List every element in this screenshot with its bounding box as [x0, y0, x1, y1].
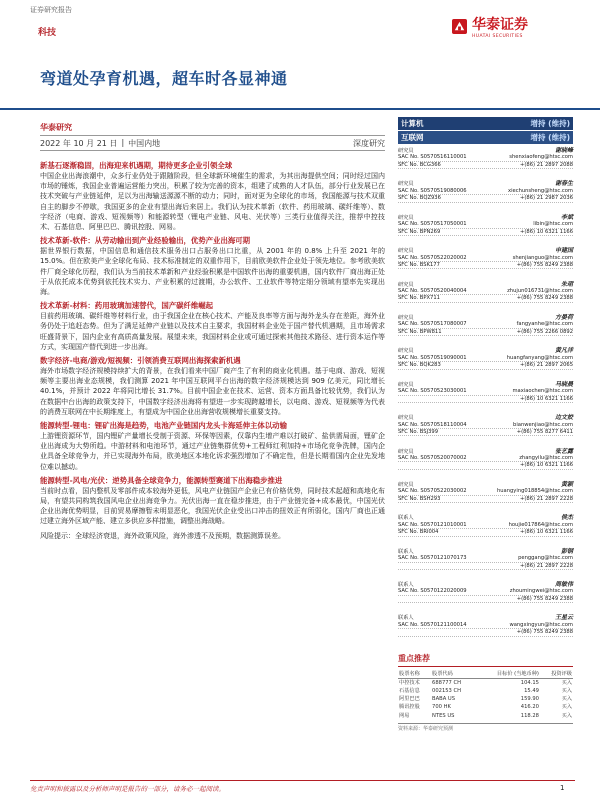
cell-stock-code: 700 HK: [432, 704, 451, 711]
cell-rating: 买入: [561, 704, 572, 711]
cell-stock-code: BABA US: [432, 696, 456, 703]
cell-rating: 买入: [561, 696, 572, 703]
analyst-sfc: SFC No. BPW811: [398, 328, 442, 335]
footer-note: 免责声明和披露以及分析师声明是报告的一部分，请务必一起阅读。: [30, 785, 225, 793]
analyst-tel: +(86) 755 8249 2388: [516, 595, 573, 602]
analyst-role: 研究员: [398, 248, 414, 255]
analyst-sfc: SFC No. BCG366: [398, 161, 441, 168]
analyst-sac: SAC No. S0570522020002: [398, 254, 467, 261]
analyst-name: 黄颖: [560, 480, 573, 488]
analyst-tel: +(86) 21 2897 2065: [520, 362, 573, 369]
analyst-role: 联系人: [398, 615, 414, 622]
analyst-email[interactable]: zhujun016731@htsc.com: [507, 287, 573, 294]
meta-org: 华泰研究: [40, 123, 72, 132]
section-2: [40, 236, 385, 297]
rating-box: [398, 117, 573, 144]
analyst-tel: +(86) 10 6321 1166: [520, 529, 573, 536]
analyst-card: [398, 348, 573, 381]
report-kind: 深度研究: [353, 139, 385, 148]
analyst-email[interactable]: shenxiaofeng@htsc.com: [509, 154, 573, 161]
col-target-price: 目标价 (当地币种): [476, 669, 540, 679]
section-body: 海外市场数字经济规模持续扩大的背景，在我们看来中国厂商产生了有利的商业化机遇。基于电商、游戏、短视频等主要出海业态规模，我们测算 2021 年中国互联网平台出海的数字经济规模达到 909 亿美元，同比增长 40.1%，并预计 2022 年将同比增长 31.7%。目前中国企业在技术、运营、资本方面具备比较优势，我们认为在数据中台出海的政策支持下，中国数字经济出海将有望进一步实现跨越增长，以电商、游戏、短视频等为代表的消费互联网在中长期维度上，有望成为中国企业出海营收规模增长重要支持。: [40, 367, 385, 416]
meta-rule-2: [40, 150, 385, 151]
rating-sector: 互联网: [401, 133, 424, 142]
analyst-role: 研究员: [398, 481, 414, 488]
analyst-sfc: SFC No. BSH293: [398, 495, 441, 502]
analyst-tel: +(86) 21 2897 2088: [520, 161, 573, 168]
cell-stock-code: 002153 CH: [432, 687, 462, 694]
analyst-email[interactable]: maxiaochen@htsc.com: [512, 388, 573, 395]
analyst-sac: SAC No. S0570121100014: [398, 621, 467, 628]
cell-stock-name: 阿里巴巴: [399, 696, 420, 703]
analyst-card: [398, 415, 573, 448]
analyst-card: [398, 549, 573, 582]
analyst-email[interactable]: huangying018854@htsc.com: [496, 488, 573, 495]
logo: [452, 14, 528, 39]
cell-rating: 买入: [561, 712, 572, 719]
analyst-sfc: SFC No. BSK177: [398, 261, 440, 268]
analyst-name: 彭钢: [560, 547, 573, 555]
analyst-email[interactable]: libin@htsc.com: [533, 221, 573, 228]
analyst-sac: SAC No. S0570519090001: [398, 354, 467, 361]
analyst-card: [398, 315, 573, 348]
analyst-sac: SAC No. S0570522030002: [398, 488, 467, 495]
logo-en: HUATAI SECURITIES: [472, 34, 523, 39]
analyst-role: 研究员: [398, 214, 414, 221]
section-6: [40, 476, 385, 527]
analyst-name: 谢春生: [554, 180, 573, 188]
cell-stock-name: 石基信息: [399, 687, 420, 694]
analyst-tel: +(86) 21 2897 2228: [520, 562, 573, 569]
cell-target-price: 104.15: [520, 679, 539, 686]
risk-note: 风险提示：全球经济衰退，海外政策风险，海外渗透不及预期，数据测算误差。: [40, 531, 285, 540]
analyst-sac: SAC No. S0570518110004: [398, 421, 467, 428]
report-type: 证券研究报告: [30, 6, 72, 14]
section-body: 据世界银行数据，中国信息和通信技术服务出口占服务出口比重，从 2001 年的 0.8% 上升至 2021 年的 15.0%。但在欧美产业全球化布局、技术标准制定的双重作用下，目前欧美软件企业处于领先地位。参考欧美软件厂商全球化历程，我们认为当前技术革新和产业经验积累是中国软件出海的重要机遇，国内软件厂商出海正处于从依托成本优势到依托技术实力、产业积累的过渡期，办公软件、工业软件等特定细分领域有望率先实现出海。: [40, 247, 385, 297]
section-body: 当前时点看，国内整机及零部件成本较海外更低，风电产业链国产企业已有价格优势，同时技术起超和高地化布局，有望共同构筑我国风电企业出海竞争力。光伏出海一直在稳步推进，由于产业链完备+成本最优，中国光伏企业出海优势明显，目前贸易摩擦暂未明显恶化，我国光伏企业受出口冲击的扭效正有所弱化，国内厂商也正通过建立海外区域产能、建立多供应多样措施，调整出海战略。: [40, 486, 385, 526]
cell-stock-code: NTES US: [432, 712, 455, 719]
cell-stock-name: 中控技术: [399, 679, 420, 686]
table-row: [398, 679, 573, 688]
analyst-name: 周敏伟: [554, 581, 573, 589]
title-underline: [0, 108, 600, 110]
analyst-email[interactable]: penggang@htsc.com: [518, 555, 573, 562]
analyst-name: 李斌: [560, 213, 573, 221]
section-4: [40, 356, 385, 417]
cell-stock-name: 网易: [399, 712, 410, 719]
section-body: 上游锂资源环节，国内锂矿产量增长受制于资源、环保等因素，仅靠内生增产难以打破矿、盐供需局面，锂矿企业出海成为大势所趋。中游材料和电池环节，通过产业链集群优势+工程师红利加持+市场化竞争洗牌，国内企业具备全球竞争力，并已实现海外布局，欧美地区本地化诉求强烈增加了不确定性，但是长期看国内企业先发地位难以撼动。: [40, 432, 385, 471]
analyst-card: [398, 181, 573, 214]
analyst-sac: SAC No. S0570523030001: [398, 388, 467, 395]
analyst-role: 研究员: [398, 181, 414, 188]
analyst-name: 方晏荷: [554, 313, 573, 321]
report-title: 弯道处孕育机遇，超车时各显神通: [40, 69, 288, 88]
analyst-tel: +(86) 10 6321 1166: [520, 228, 573, 235]
analyst-card: [398, 515, 573, 548]
analyst-name: 张艺露: [554, 447, 573, 455]
section-5: [40, 421, 385, 472]
col-stock-name: 股票名称: [398, 669, 431, 679]
analyst-role: 研究员: [398, 448, 414, 455]
analyst-email[interactable]: fangyanhe@htsc.com: [516, 321, 573, 328]
main-body: [40, 161, 385, 541]
recommend-source: 资料来源：华泰研究预测: [398, 723, 573, 732]
analyst-card: [398, 148, 573, 181]
analyst-name: 侯杰: [560, 514, 573, 522]
analyst-card: [398, 248, 573, 281]
col-rating: 投资评级: [540, 669, 573, 679]
analyst-email[interactable]: zhoumingwei@htsc.com: [509, 588, 573, 595]
table-row: [398, 704, 573, 712]
analyst-tel: +(86) 10 6321 1166: [520, 462, 573, 469]
recommend-title: 重点推荐: [398, 653, 573, 667]
cell-stock-name: 腾讯控股: [399, 704, 420, 711]
analyst-email[interactable]: zhangyilu@htsc.com: [519, 454, 573, 461]
analyst-card: [398, 615, 573, 648]
logo-mark-icon: [452, 19, 467, 34]
analyst-sac: SAC No. S0570122020009: [398, 588, 467, 595]
col-stock-code: 股票代码: [431, 669, 476, 679]
table-header-row: [398, 669, 573, 679]
section-body: 目前药用玻璃、碳纤维等材料行业，由于我国企业在核心技术、产能及良率等方面与海外龙头存在差距，海外业务仍处于追赶态势。但为了满足延伸产业链以及技术自主要求，我国材料企业处于国产替代机遇期，且市场需求旺盛背景下，国内企业有高质高量发展。展望未来，我国材料企业或可通过探索其他技术路径、进行资本运作等方式，实现国产替代到进一步出海。: [40, 312, 385, 351]
analyst-sfc: SFC No. BPX711: [398, 295, 440, 302]
analyst-sac: SAC No. S0570516110001: [398, 154, 467, 161]
analyst-email[interactable]: houjie017864@htsc.com: [508, 521, 573, 528]
analyst-email[interactable]: xiechunsheng@htsc.com: [508, 187, 573, 194]
analyst-role: 联系人: [398, 548, 414, 555]
cell-rating: 买入: [561, 679, 572, 686]
analyst-role: 联系人: [398, 582, 414, 589]
meta-row: [40, 138, 385, 149]
analyst-sfc: SFC No. BQK283: [398, 362, 441, 369]
analyst-email[interactable]: huangfanyang@htsc.com: [506, 354, 573, 361]
analyst-role: 研究员: [398, 348, 414, 355]
section-heading: 技术革新-软件：从劳动输出到产业经验输出，优势产业出海可期: [40, 236, 251, 246]
analyst-card: [398, 449, 573, 482]
analyst-name: 边文姣: [554, 414, 573, 422]
meta-sep: |: [121, 138, 125, 147]
analyst-sfc: SFC No. BPN269: [398, 228, 441, 235]
cell-target-price: 416.20: [520, 704, 539, 711]
cell-target-price: 118.28: [520, 712, 539, 719]
analyst-email[interactable]: bianwenjiao@htsc.com: [513, 421, 573, 428]
analyst-role: 研究员: [398, 415, 414, 422]
analyst-sac: SAC No. S0570121070173: [398, 555, 467, 562]
section-heading: 能源转型-风电/光伏：逆势具备全球竞争力，能源转型赛道下出海稳步推进: [40, 475, 283, 485]
analyst-sfc: SFC No. BSJ399: [398, 428, 439, 435]
meta-rule: [40, 135, 385, 136]
analyst-sac: SAC No. S0570519080006: [398, 187, 467, 194]
table-row: [398, 687, 573, 695]
table-row: [398, 695, 573, 703]
analyst-tel: +(86) 755 8249 2388: [516, 629, 573, 636]
section-heading: 新基石逐渐稳固，出海迎来机遇期，期待更多企业引领全球: [40, 161, 233, 170]
analyst-sfc: SFC No. BRI004: [398, 529, 439, 536]
section-heading: 数字经济-电商/游戏/短视频：引领消费互联网出海探索新机遇: [40, 356, 241, 366]
recommend-rows: [398, 679, 573, 720]
analyst-name: 王星云: [554, 614, 573, 622]
recommend-table: [398, 669, 573, 720]
cell-stock-code: 688777 CH: [432, 679, 462, 686]
cell-rating: 买入: [561, 687, 572, 694]
page-number: 1: [560, 784, 565, 792]
analyst-sfc: SFC No. BQZ936: [398, 195, 441, 202]
analyst-role: 研究员: [398, 381, 414, 388]
analyst-email[interactable]: wangxingyun@htsc.com: [509, 621, 573, 628]
analyst-tel: +(86) 10 6321 1166: [520, 395, 573, 402]
analyst-role: 联系人: [398, 515, 414, 522]
analyst-tel: +(86) 21 2987 2036: [520, 195, 573, 202]
analyst-card: [398, 215, 573, 248]
analyst-name: 马晓晨: [554, 380, 573, 388]
analyst-sac: SAC No. S0570517050001: [398, 221, 467, 228]
section-heading: 技术革新-材料：药用玻璃加速替代，国产碳纤维崛起: [40, 301, 214, 311]
analyst-sac: SAC No. S0570520040004: [398, 287, 467, 294]
section-1: [40, 161, 385, 232]
report-date: 2022 年 10 月 21 日: [40, 139, 118, 148]
analyst-email[interactable]: shenjianguo@htsc.com: [512, 254, 573, 261]
rating-row: [398, 131, 573, 144]
section-3: [40, 301, 385, 352]
analyst-sac: SAC No. S0570517080007: [398, 321, 467, 328]
cell-target-price: 159.90: [520, 696, 539, 703]
cell-target-price: 15.49: [524, 687, 539, 694]
rating-value: 增持 (维持): [530, 119, 570, 128]
analyst-role: 研究员: [398, 148, 414, 154]
rating-value: 增持 (维持): [530, 133, 570, 142]
footer-rule: [30, 780, 575, 781]
report-region: 中国内地: [128, 139, 161, 148]
analyst-role: 研究员: [398, 281, 414, 288]
section-body: 中国企业出海浪潮中，众多行业仍处于跟随阶段，但全球新环境催生的需求，为其出海提供空间；同时经过国内市场的锤炼，我国企业普遍运营能力突出，积累了较为完善的资本，组建了成熟的人才队伍，部分行业发展已在技术突破与产业链延伸，足以为出海输送源源不断的动力；同时，面对更为全球化的市场，我国能源与技术双重自主的脚步不停歇，我国更多的企业有望出海后来居上。我们认为技术革新（软件、药用玻璃、碳纤维等）、数字经济（电商、游戏、短视频等）和能源转型（锂电产业链、风电、光伏等）三类行业值得关注，推荐中控技术、石基信息、阿里巴巴、腾讯控股、网易。: [40, 172, 385, 232]
analyst-card: [398, 582, 573, 615]
analyst-tel: +(86) 755 8249 2388: [516, 295, 573, 302]
analyst-tel: +(86) 755 8277 6411: [516, 428, 573, 435]
rating-sector: 计算机: [401, 119, 424, 128]
analyst-name: 朱珺: [560, 280, 573, 288]
analyst-sac: SAC No. S0570121010001: [398, 521, 467, 528]
analyst-tel: +(86) 755 8249 2388: [516, 261, 573, 268]
analyst-tel: +(86) 755 2266 0892: [516, 328, 573, 335]
analyst-list: [398, 148, 573, 649]
logo-cn: 华泰证券: [472, 17, 528, 33]
analyst-name: 申建国: [554, 247, 573, 255]
analyst-name: 黄凡洋: [554, 347, 573, 355]
analyst-card: [398, 482, 573, 515]
table-row: [398, 712, 573, 720]
section-heading: 能源转型-锂电：锂矿出海是趋势，电池产业链国内龙头卡海延伸主体以动输: [40, 421, 287, 431]
analyst-tel: +(86) 21 2897 2228: [520, 495, 573, 502]
analyst-sac: SAC No. S0570520070002: [398, 454, 467, 461]
analyst-role: 研究员: [398, 314, 414, 321]
analyst-name: 谢晓峰: [554, 147, 573, 154]
analyst-card: [398, 382, 573, 415]
sector-label: 科技: [38, 28, 57, 38]
recommend-box: [398, 653, 573, 732]
analyst-card: [398, 282, 573, 315]
rating-row: [398, 117, 573, 130]
